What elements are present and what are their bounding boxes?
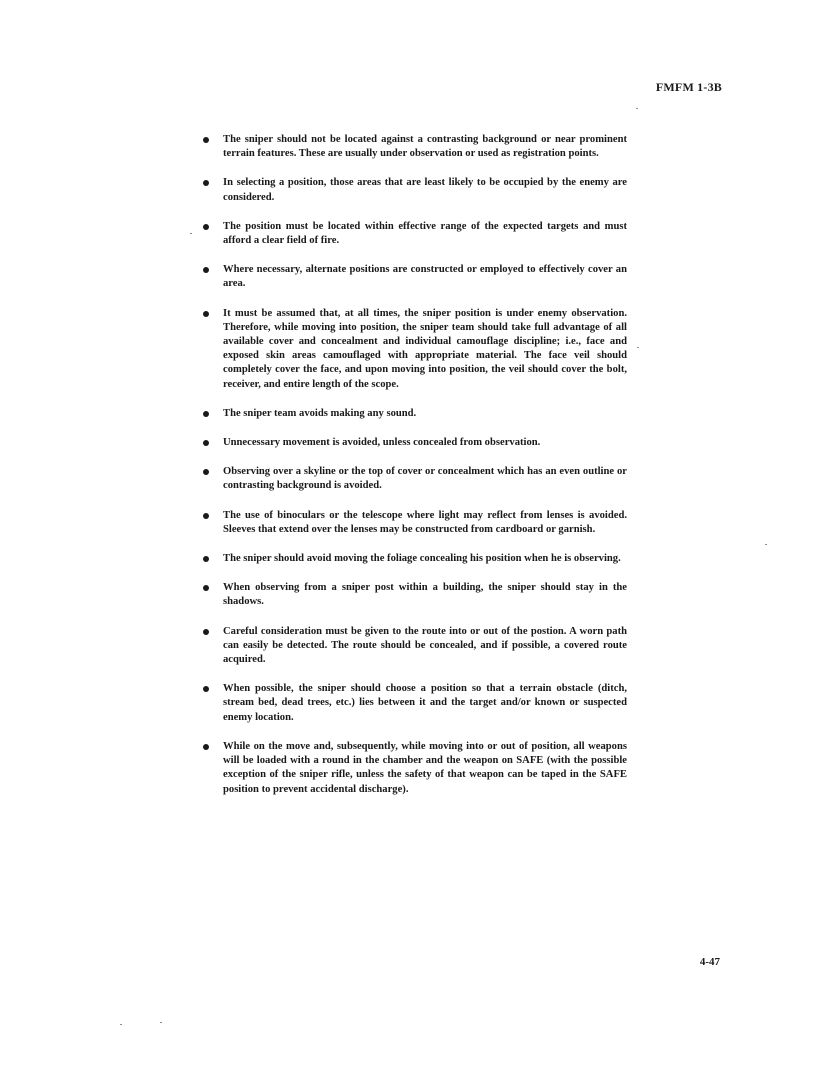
bullet-item — [203, 552, 627, 566]
bullet-text: The sniper should avoid moving the foliage concealing his position when he is observing. — [223, 553, 621, 565]
bullet-item — [203, 682, 627, 725]
bullet-list — [203, 133, 627, 797]
bullet-icon — [203, 224, 209, 230]
bullet-icon — [203, 440, 209, 446]
bullet-item — [203, 133, 627, 161]
bullet-text: Observing over a skyline or the top of cover or concealment which has an even outline or contrasting background is avoided. — [223, 466, 627, 492]
bullet-text: When possible, the sniper should choose a position so that a terrain obstacle (ditch, stream bed, dead trees, etc.) lies between it and the target and/or known or suspected enemy location. — [223, 683, 627, 723]
scan-speck — [190, 233, 192, 234]
running-header: FMFM 1-3B — [655, 80, 722, 94]
bullet-item — [203, 176, 627, 204]
bullet-icon — [203, 469, 209, 475]
bullet-text: The position must be located within effective range of the expected targets and must afford a clear field of fire. — [223, 220, 627, 247]
scan-speck — [637, 347, 639, 348]
bullet-item — [203, 509, 627, 537]
bullet-text: While on the move and, subsequently, while moving into or out of position, all weapons will be loaded with a round in the chamber and the weapon on SAFE (with the possible exception of the sniper rifle, unless the safety of that weapon can be taped in the SAFE position to prevent accidental discharge). — [223, 740, 627, 795]
bullet-icon — [203, 137, 209, 143]
bullet-text: Where necessary, alternate positions are constructed or employed to effectively cover an area. — [223, 264, 627, 290]
bullet-item — [203, 220, 627, 248]
bullet-icon — [203, 744, 209, 750]
bullet-item — [203, 740, 627, 797]
bullet-text: Careful consideration must be given to the route into or out of the postion. A worn path can easily be detected. The route should be concealed, and if possible, a covered route acquired. — [223, 625, 627, 666]
bullet-icon — [203, 513, 209, 519]
bullet-icon — [203, 556, 209, 562]
bullet-icon — [203, 411, 209, 417]
bullet-item — [203, 307, 627, 392]
bullet-icon — [203, 629, 209, 635]
scan-speck — [765, 544, 767, 545]
bullet-item — [203, 581, 627, 609]
bullet-text: When observing from a sniper post within a building, the sniper should stay in the shadows. — [223, 582, 627, 608]
bullet-icon — [203, 267, 209, 273]
scan-speck — [120, 1024, 122, 1025]
bullet-icon — [203, 585, 209, 591]
bullet-text: It must be assumed that, at all times, the sniper position is under enemy observation. Therefore, while moving into position, the sniper team should take full advantage of all available cover and concealment and individual camouflage discipline; i.e., face and exposed skin areas camouflaged with appropriate material. The face veil should completely cover the face, and upon moving into position, the veil should cover the bolt, receiver, and entire length of the scope. — [223, 307, 627, 390]
bullet-text: In selecting a position, those areas that are least likely to be occupied by the enemy are considered. — [223, 177, 627, 203]
bullet-item — [203, 465, 627, 493]
bullet-text: The sniper should not be located against a contrasting background or near prominent terrain features. These are usually under observation or used as registration points. — [223, 134, 627, 160]
scan-speck — [160, 1022, 162, 1023]
bullet-icon — [203, 686, 209, 692]
bullet-text: Unnecessary movement is avoided, unless concealed from observation. — [223, 437, 541, 449]
bullet-icon — [203, 311, 209, 317]
bullet-item — [203, 625, 627, 668]
page-number: 4-47 — [699, 956, 720, 968]
bullet-item — [203, 436, 627, 450]
bullet-item — [203, 263, 627, 291]
bullet-item — [203, 407, 627, 421]
bullet-text: The sniper team avoids making any sound. — [223, 407, 417, 419]
scan-speck — [636, 108, 638, 109]
bullet-text: The use of binoculars or the telescope where light may reflect from lenses is avoided. Sleeves that extend over the lenses may be constructed from cardboard or garnish. — [223, 509, 627, 535]
bullet-icon — [203, 180, 209, 186]
